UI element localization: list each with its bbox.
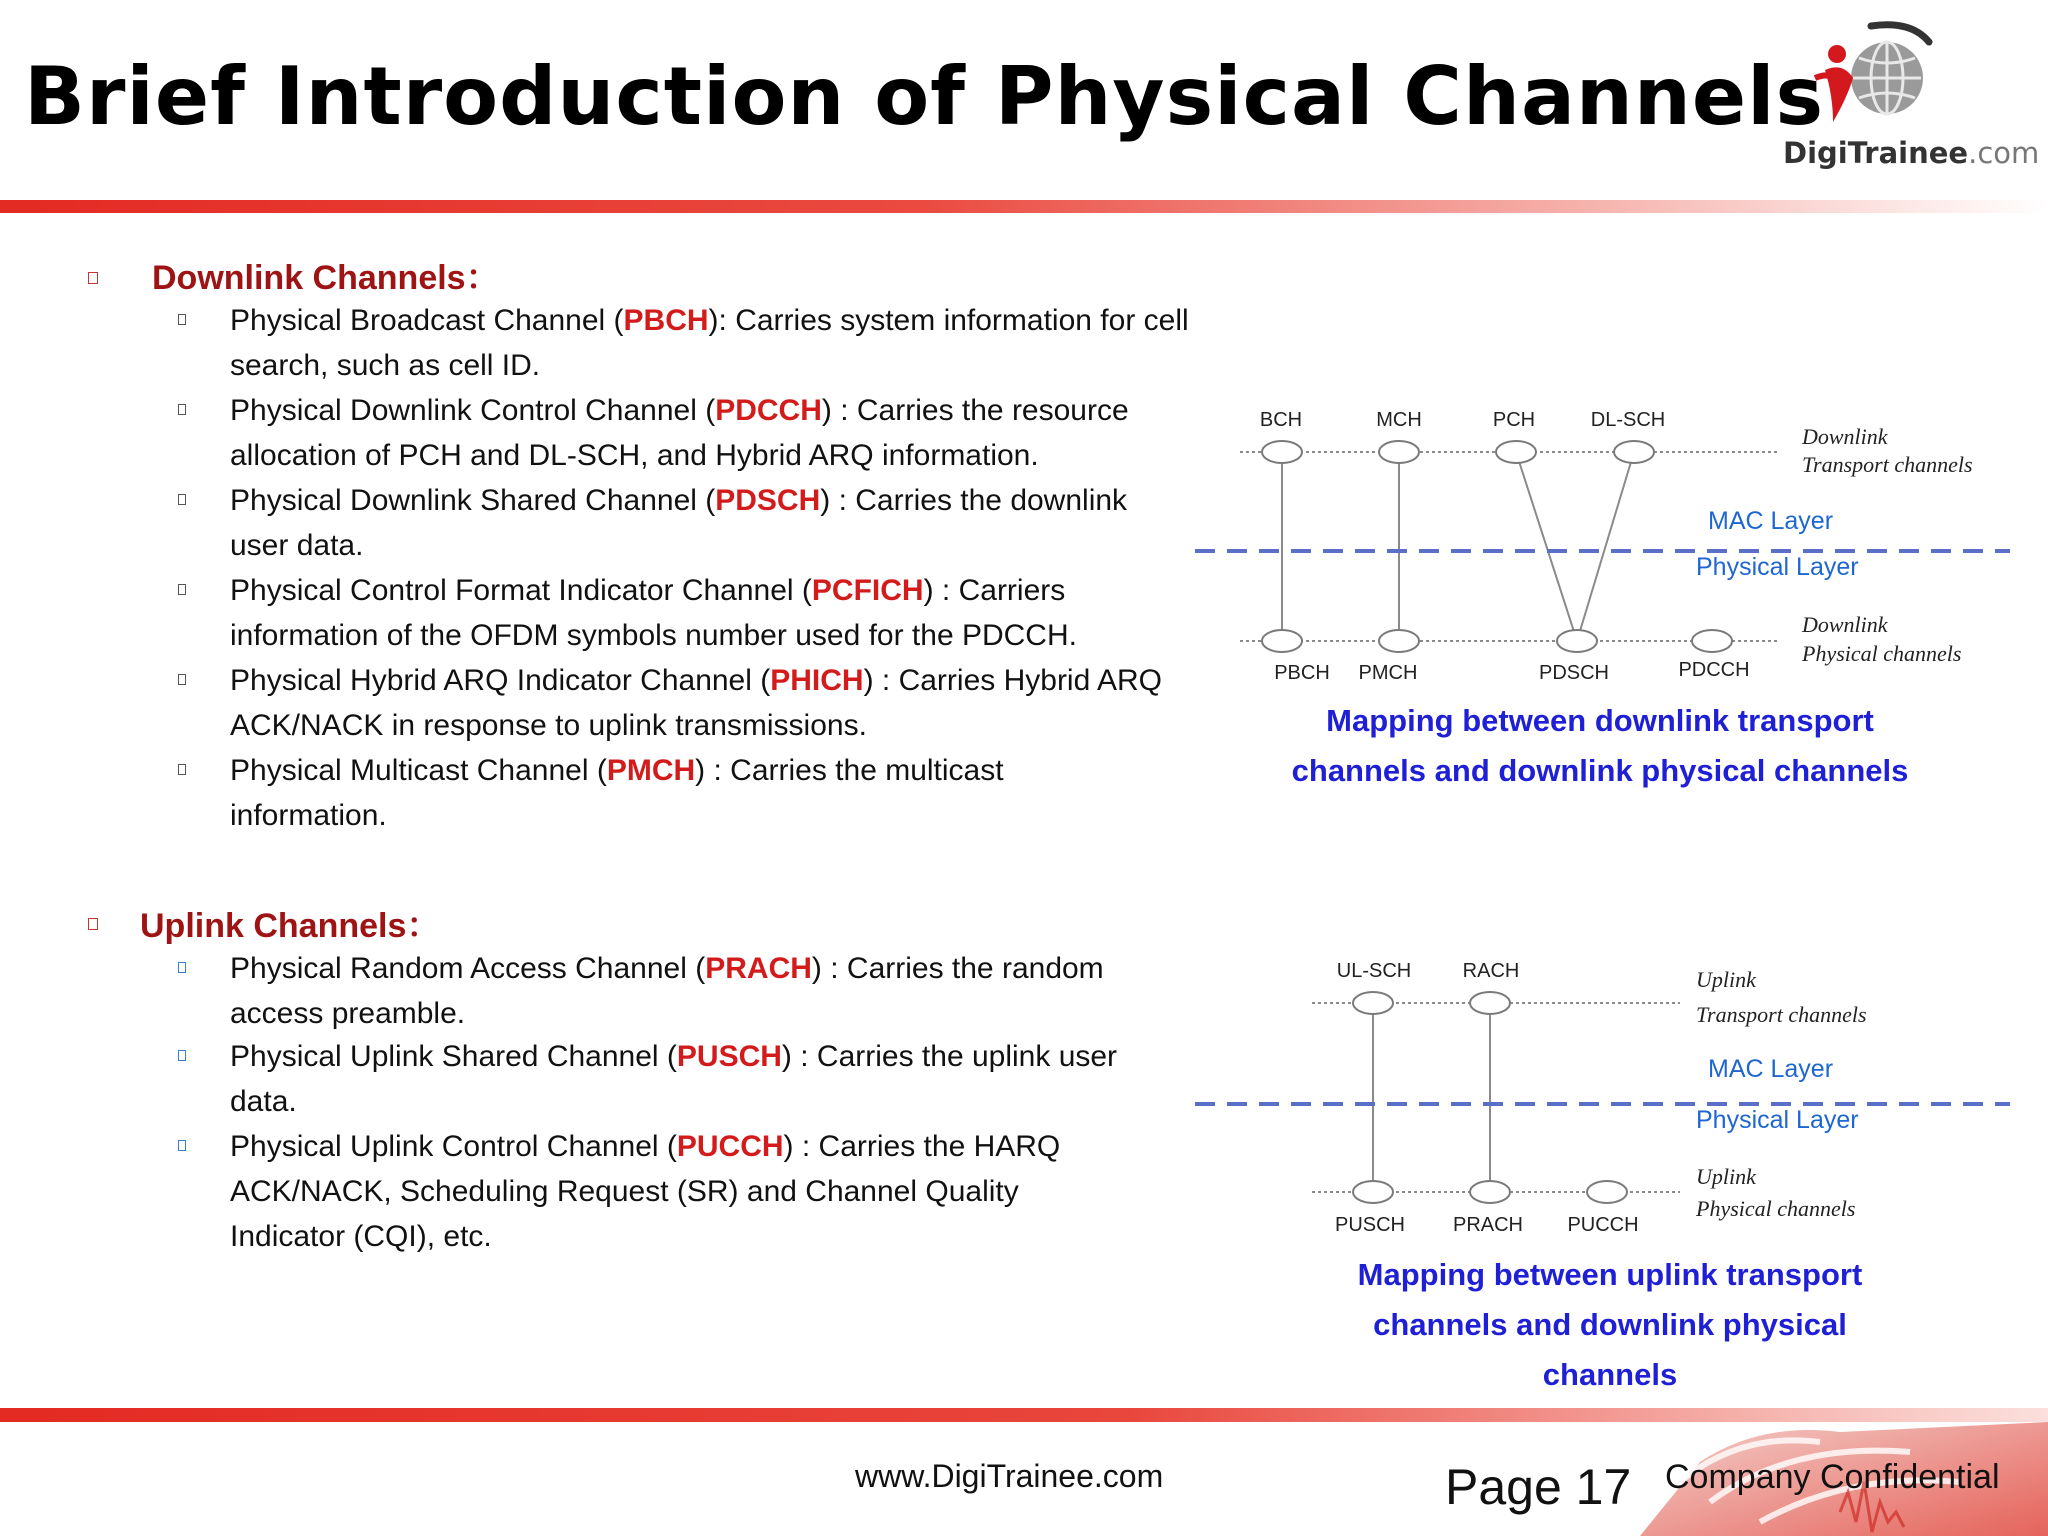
ul-transport-label: RACH	[1462, 960, 1520, 982]
ul-physical-label: PUCCH	[1567, 1214, 1639, 1236]
ul-physical-node	[1353, 1181, 1393, 1203]
caption-line: channels	[1542, 1357, 1678, 1392]
ul-transport-node	[1353, 992, 1393, 1014]
ul-transport-label: UL-SCH	[1336, 960, 1412, 982]
ul-physical-node	[1587, 1181, 1627, 1203]
footer-url[interactable]: www.DigiTrainee.com	[855, 1458, 1164, 1494]
page-title: Brief Introduction of Physical Channels	[24, 50, 1825, 143]
section-bullet-icon	[88, 272, 98, 284]
list-item: Physical Control Format Indicator Channel (PCFICH) : Carriers information of the OFDM symbols number used for the PDCCH.	[230, 568, 1190, 658]
dl-physical-node	[1379, 630, 1419, 652]
dl-transport-label: MCH	[1376, 409, 1422, 431]
ul-physical-node	[1470, 1181, 1510, 1203]
digitrainee-logo	[1775, 18, 2040, 178]
caption-line: Mapping between downlink transport	[1326, 703, 1874, 738]
dl-physical-node	[1557, 630, 1597, 652]
bullet-icon	[178, 314, 186, 325]
dl-transport-node	[1262, 441, 1302, 463]
dl-physical-label: PBCH	[1274, 662, 1330, 684]
list-item: Physical Broadcast Channel (PBCH): Carries system information for cell search, such as cell ID.	[230, 298, 1190, 388]
dl-physical-label: PDSCH	[1538, 662, 1610, 684]
bullet-icon	[178, 1050, 186, 1061]
dl-physical-label: PDCCH	[1678, 659, 1750, 681]
list-item: Physical Downlink Control Channel (PDCCH) : Carries the resource allocation of PCH and DL-SCH, and Hybrid ARQ information.	[230, 388, 1190, 478]
dl-transport-caption: Transport channels	[1802, 452, 1973, 477]
dl-transport-label: PCH	[1492, 409, 1536, 431]
dl-transport-node	[1496, 441, 1536, 463]
dl-physical-layer-label: Physical Layer	[1696, 553, 1859, 581]
list-item: Physical Uplink Control Channel (PUCCH) : Carries the HARQ ACK/NACK, Scheduling Request (SR) and Channel Quality Indicator (CQI), etc.	[230, 1124, 1090, 1259]
uplink-diagram-caption	[1300, 1250, 1920, 1400]
dl-transport-label: DL-SCH	[1590, 409, 1666, 431]
bullet-icon	[178, 962, 186, 973]
ul-physical-caption: Physical channels	[1696, 1196, 1856, 1221]
logo-wordmark: DigiTrainee.com	[1783, 136, 2040, 170]
list-item: Physical Downlink Shared Channel (PDSCH) : Carries the downlink user data.	[230, 478, 1190, 568]
dl-mac-layer-label: MAC Layer	[1708, 507, 1834, 535]
bullet-icon	[178, 494, 186, 505]
ul-transport-caption: Uplink	[1696, 967, 1756, 992]
dl-transport-caption: Downlink	[1802, 424, 1888, 449]
list-item: Physical Multicast Channel (PMCH) : Carries the multicast information.	[230, 748, 1130, 838]
dl-physical-node	[1262, 630, 1302, 652]
ul-physical-label: PUSCH	[1334, 1214, 1406, 1236]
page-number: Page 17	[1445, 1459, 1632, 1515]
bullet-icon	[178, 404, 186, 415]
caption-line: Mapping between uplink transport	[1357, 1257, 1863, 1292]
ul-physical-caption: Uplink	[1696, 1164, 1756, 1189]
ul-mac-layer-label: MAC Layer	[1708, 1055, 1834, 1083]
bullet-icon	[178, 764, 186, 775]
caption-line: channels and downlink physical	[1373, 1307, 1847, 1342]
header-stripe	[0, 200, 2048, 213]
list-item: Physical Random Access Channel (PRACH) : Carries the random access preamble.	[230, 946, 1190, 1036]
dl-physical-label: PMCH	[1358, 662, 1418, 684]
bullet-icon	[178, 584, 186, 595]
dl-transport-node	[1379, 441, 1419, 463]
dl-physical-node	[1692, 630, 1732, 652]
downlink-diagram-caption	[1230, 696, 1970, 796]
dl-physical-caption: Physical channels	[1802, 641, 1962, 666]
ul-physical-layer-label: Physical Layer	[1696, 1106, 1859, 1134]
dl-transport-node	[1614, 441, 1654, 463]
ul-transport-node	[1470, 992, 1510, 1014]
logo-globe-icon	[1775, 18, 1975, 138]
list-item: Physical Hybrid ARQ Indicator Channel (PHICH) : Carries Hybrid ARQ ACK/NACK in response to uplink transmissions.	[230, 658, 1170, 748]
caption-line: channels and downlink physical channels	[1291, 753, 1909, 788]
confidential-label: Company Confidential	[1665, 1458, 2000, 1496]
bullet-icon	[178, 674, 186, 685]
dl-transport-label: BCH	[1259, 409, 1303, 431]
footer-stripe	[0, 1408, 2048, 1422]
ul-transport-caption: Transport channels	[1696, 1002, 1867, 1027]
section-bullet-icon	[88, 918, 98, 930]
bullet-icon	[178, 1140, 186, 1151]
uplink-heading: Uplink Channels：	[140, 907, 441, 945]
dl-physical-caption: Downlink	[1802, 612, 1888, 637]
list-item: Physical Uplink Shared Channel (PUSCH) : Carries the uplink user data.	[230, 1034, 1190, 1124]
dl-mapping-line	[1516, 452, 1577, 641]
dl-mapping-line	[1577, 452, 1634, 641]
ul-physical-label: PRACH	[1452, 1214, 1524, 1236]
downlink-heading: Downlink Channels：	[152, 259, 500, 297]
